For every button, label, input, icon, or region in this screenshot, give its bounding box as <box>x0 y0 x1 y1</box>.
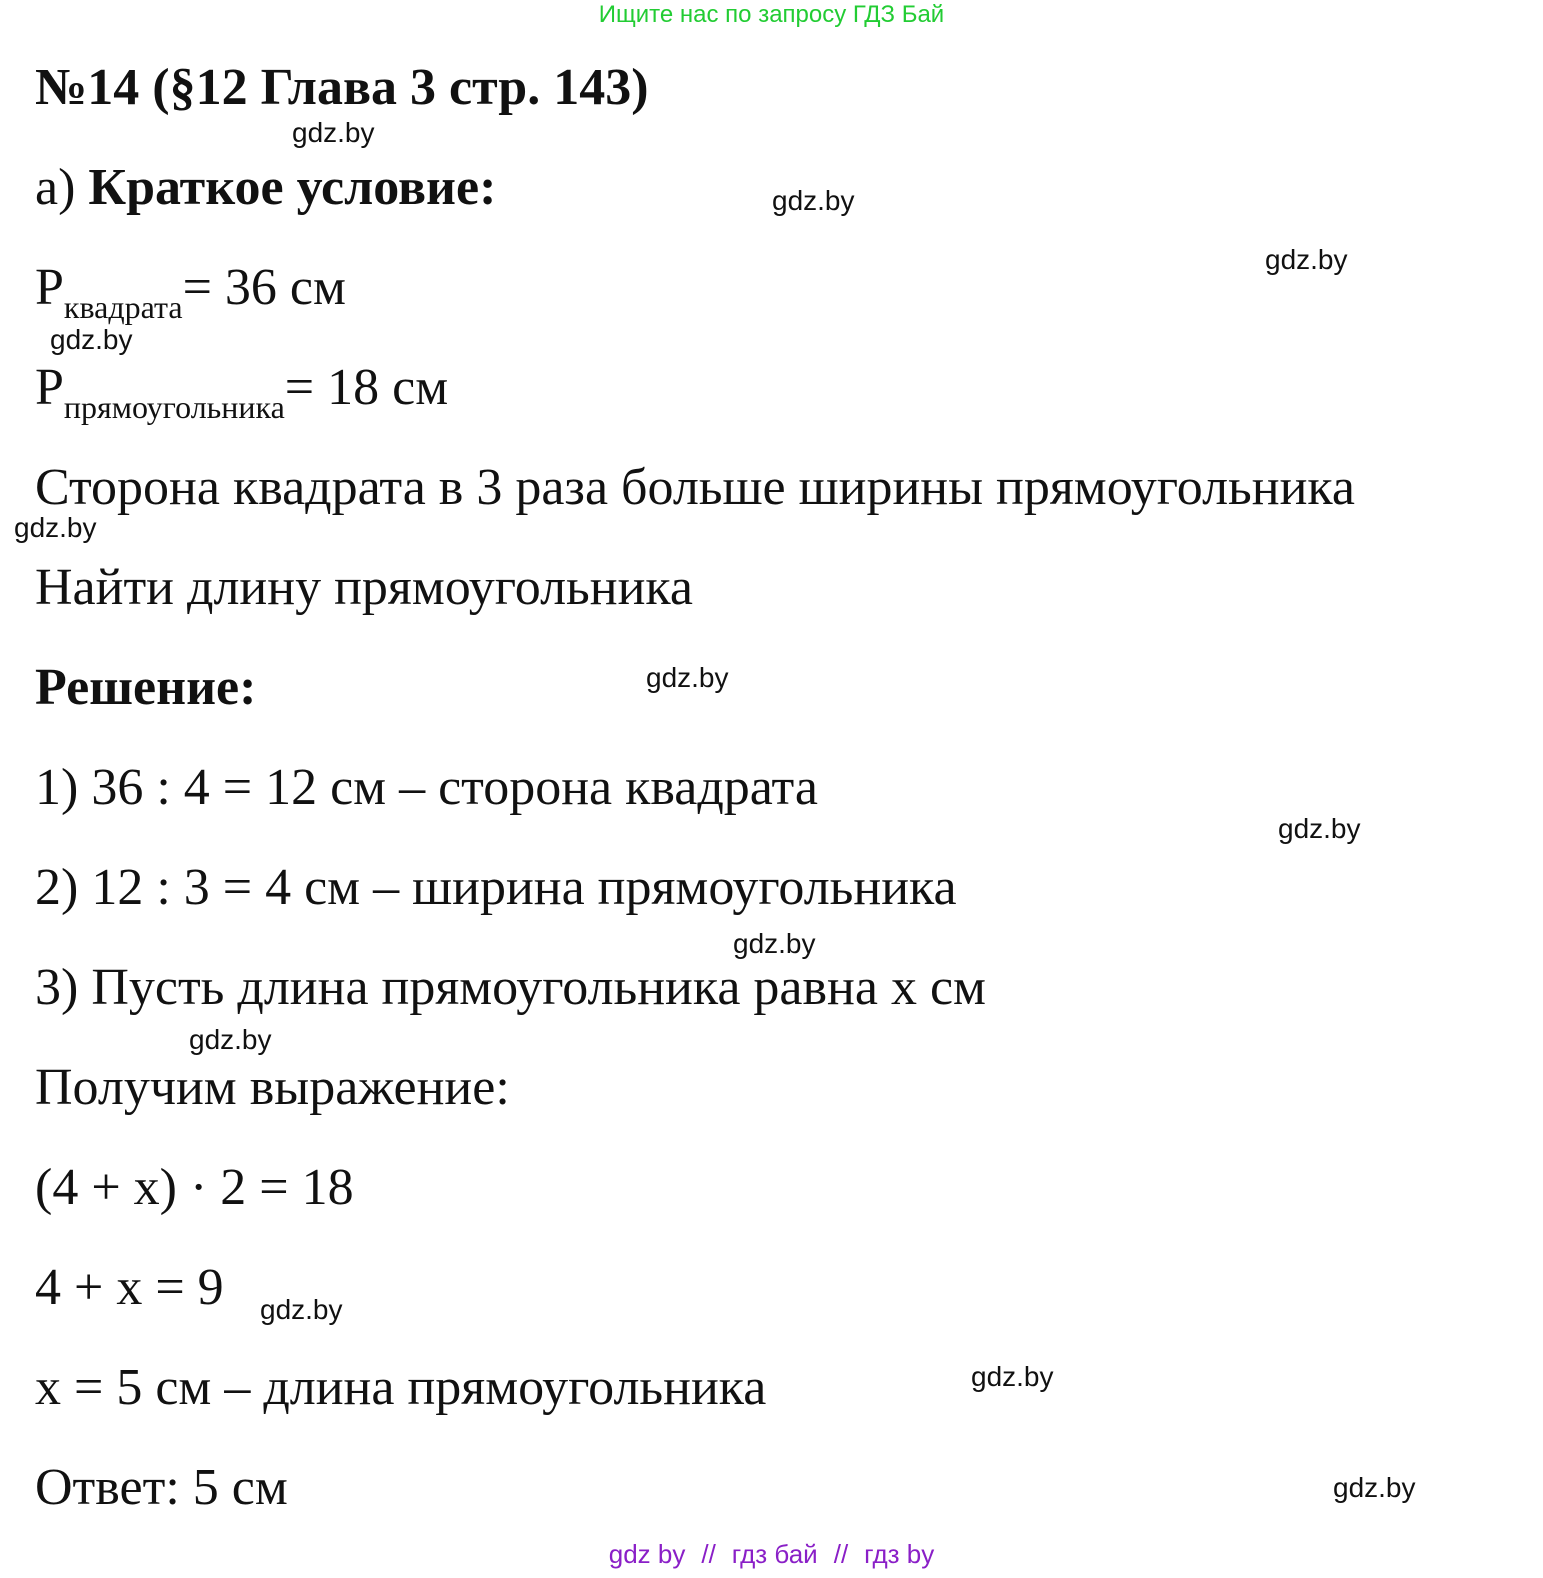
rect-perimeter-symbol: P <box>35 359 64 416</box>
rect-perimeter-subscript: прямоугольника <box>63 389 285 425</box>
condition-heading: Краткое условие: <box>88 159 497 216</box>
watermark: gdz.by <box>646 662 729 693</box>
solution-step-1: 1) 36 : 4 = 12 см – сторона квадрата <box>35 759 818 816</box>
solution-heading: Решение: <box>35 659 257 716</box>
watermark: gdz.by <box>292 117 375 148</box>
footer-links <box>0 1538 1543 1570</box>
footer-separator: // <box>701 1539 716 1569</box>
condition-find: Найти длину прямоугольника <box>35 559 693 616</box>
watermark: gdz.by <box>189 1024 272 1055</box>
watermark: gdz.by <box>1333 1472 1416 1503</box>
watermark: gdz.by <box>733 928 816 959</box>
footer-link-gdz-bai[interactable]: гдз бай <box>731 1539 818 1569</box>
condition-heading-line <box>35 158 496 218</box>
square-perimeter-value: = 36 см <box>182 259 346 316</box>
square-perimeter-line <box>35 258 346 323</box>
solution-step-3: 3) Пусть длина прямоугольника равна х см <box>35 959 986 1016</box>
watermark: gdz.by <box>260 1294 343 1325</box>
answer: Ответ: 5 см <box>35 1459 288 1516</box>
square-perimeter-symbol: P <box>35 259 64 316</box>
task-title: №14 (§12 Глава 3 стр. 143) <box>35 59 649 116</box>
watermark: gdz.by <box>14 512 97 543</box>
square-perimeter-subscript: квадрата <box>63 289 183 325</box>
watermark: gdz.by <box>971 1361 1054 1392</box>
footer-link-gdz-by[interactable]: gdz by <box>608 1539 686 1569</box>
top-banner: Ищите нас по запросу ГДЗ Бай <box>598 1 945 28</box>
footer-separator: // <box>833 1539 849 1569</box>
rect-perimeter-value: = 18 см <box>284 359 449 416</box>
watermark: gdz.by <box>772 185 855 216</box>
solution-result: х = 5 см – длина прямоугольника <box>35 1359 767 1416</box>
watermark: gdz.by <box>50 324 133 355</box>
watermark: gdz.by <box>1278 813 1361 844</box>
rect-perimeter-line <box>35 358 448 423</box>
solution-equation-1: (4 + х) · 2 = 18 <box>35 1159 354 1216</box>
watermark: gdz.by <box>1265 244 1348 275</box>
solution-step-4: Получим выражение: <box>35 1059 510 1116</box>
footer-link-gdz-by-ru[interactable]: гдз by <box>864 1539 935 1569</box>
solution-equation-2: 4 + х = 9 <box>35 1259 224 1316</box>
solution-step-2: 2) 12 : 3 = 4 см – ширина прямоугольника <box>35 859 957 916</box>
condition-prefix: а) <box>35 159 89 216</box>
condition-relation: Сторона квадрата в 3 раза больше ширины прямоугольника <box>35 459 1355 516</box>
